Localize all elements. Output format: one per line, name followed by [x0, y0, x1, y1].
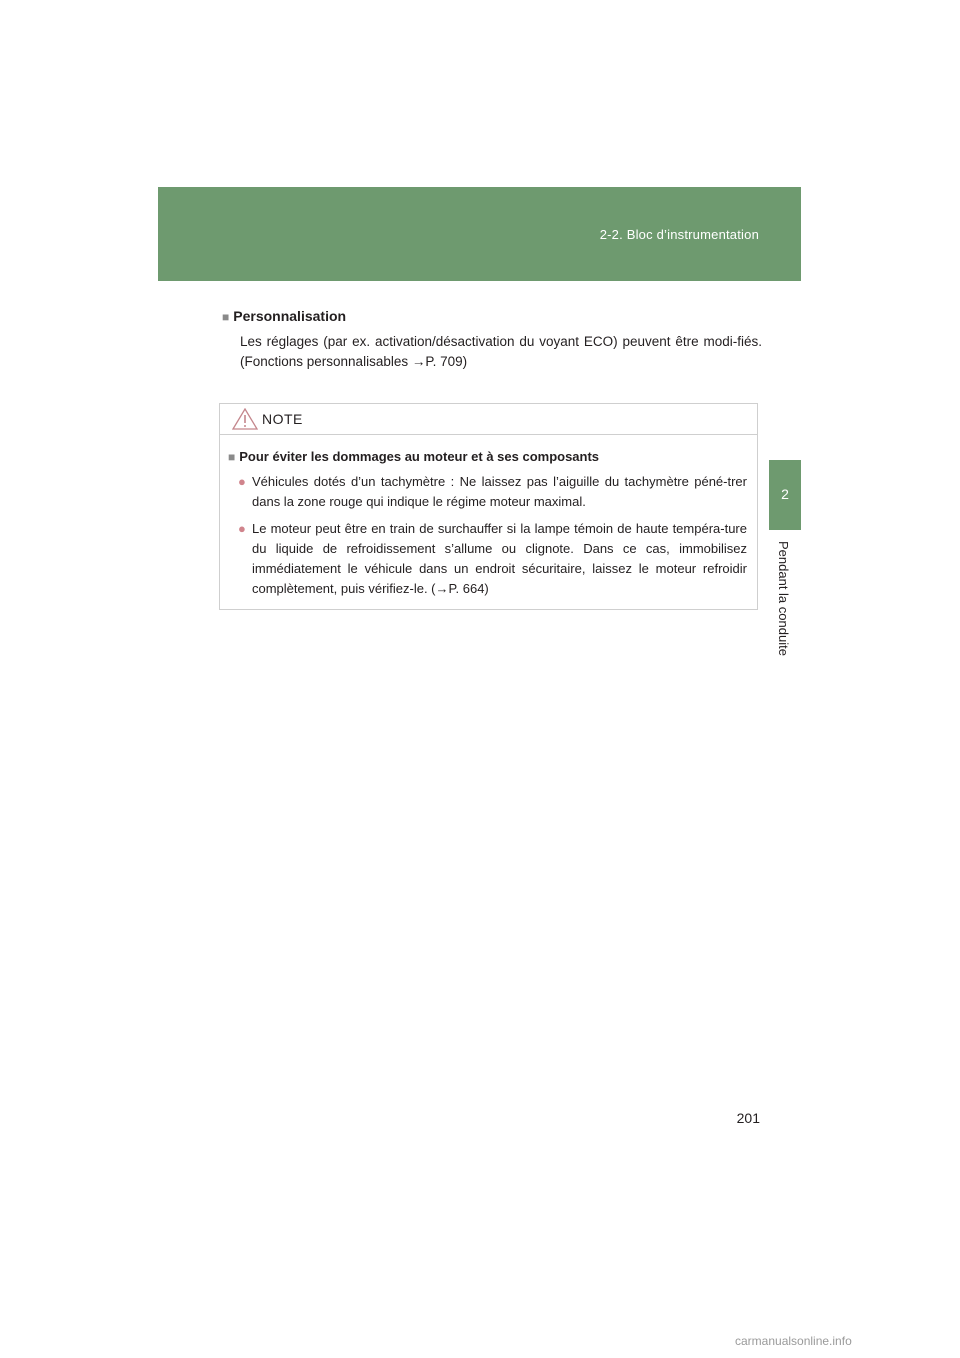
page-number: 201: [736, 1110, 760, 1126]
note-item-text: Véhicules dotés d’un tachymètre : Ne laissez pas l’aiguille du tachymètre péné-trer dans la zone rouge qui indique le régime moteur maximal.: [252, 474, 747, 509]
square-bullet-icon: ■: [228, 450, 236, 464]
section-body: Les réglages (par ex. activation/désactivation du voyant ECO) peuvent être modi-fiés. (Fonctions personnalisables →P. 709): [240, 334, 762, 369]
chapter-label: Pendant la conduite: [776, 541, 791, 656]
section-heading: [222, 308, 762, 324]
note-box: [219, 403, 758, 610]
warning-triangle-icon: [232, 408, 258, 430]
note-content: [220, 435, 757, 599]
bullet-dot-icon: ●: [238, 474, 246, 489]
note-item: [228, 472, 747, 512]
note-header: [220, 404, 757, 435]
note-label: NOTE: [262, 411, 303, 427]
header-band: [158, 187, 801, 281]
note-heading-text: Pour éviter les dommages au moteur et à ses composants: [239, 449, 600, 464]
note-item-text: Le moteur peut être en train de surchauffer si la lampe témoin de haute tempéra-ture du liquide de refroidissement s’allume ou clignote. Dans ce cas, immobilisez immédiatement le véhicule dans un endroit sécuritaire, laissez le moteur refroidir complètement, puis vérifiez-le. (→P. 664): [252, 521, 747, 596]
note-heading: [228, 449, 747, 464]
square-bullet-icon: ■: [222, 310, 230, 324]
section-title: 2-2. Bloc d’instrumentation: [599, 227, 759, 242]
personalization-section: [222, 308, 762, 372]
chapter-tab: [769, 460, 801, 530]
bullet-dot-icon: ●: [238, 521, 246, 536]
note-item: [228, 519, 747, 599]
section-heading-text: Personnalisation: [233, 308, 347, 324]
watermark: carmanualsonline.info: [735, 1334, 852, 1348]
chapter-number: 2: [781, 486, 789, 502]
